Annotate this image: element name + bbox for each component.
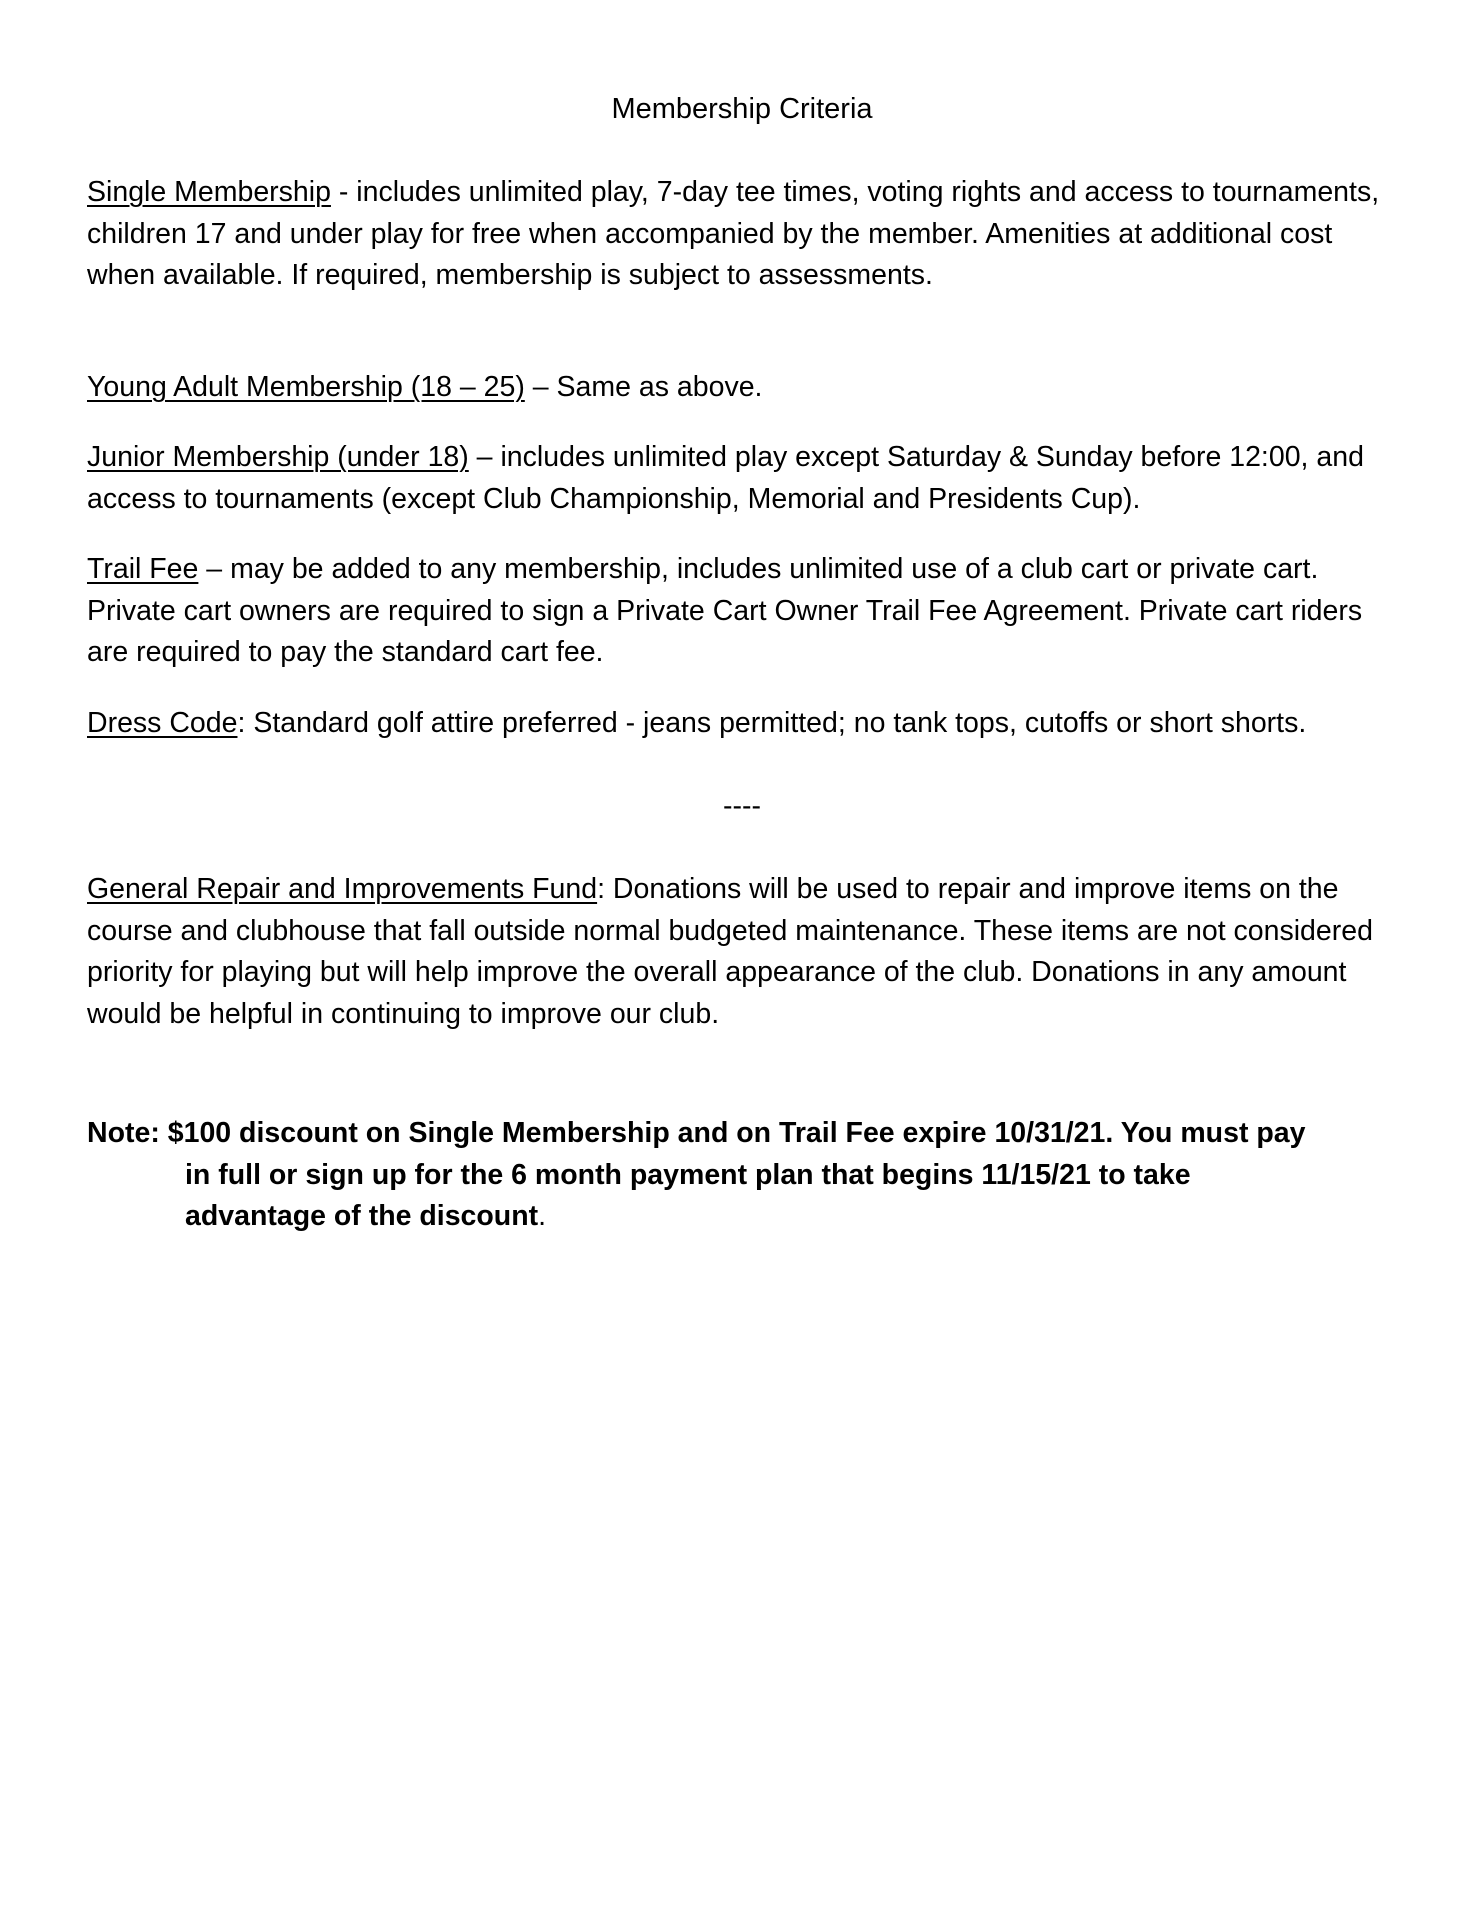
trail-fee-term: Trail Fee — [87, 553, 199, 585]
junior-membership-term: Junior Membership (under 18) — [87, 441, 469, 473]
repair-fund-term: General Repair and Improvements Fund — [87, 873, 598, 905]
note-line-3 — [87, 1196, 1407, 1238]
trail-fee-paragraph — [87, 549, 1407, 674]
section-divider: ---- — [723, 790, 761, 822]
note-line-3-text: advantage of the discount — [185, 1200, 539, 1232]
discount-note — [87, 1113, 1407, 1238]
dress-code-text: : Standard golf attire preferred - jeans permitted; no tank tops, cutoffs or short shorts. — [237, 707, 1307, 739]
single-membership-term: Single Membership — [87, 176, 331, 208]
repair-fund-paragraph — [87, 869, 1407, 1035]
note-period: . — [538, 1200, 547, 1232]
single-membership-text: - includes unlimited play, 7-day tee times, voting rights and access to tournaments, children 17 and under play for free when accompanied by the member. Amenities at additional cost when available. If required, membership is subject to assessments. — [87, 176, 1380, 291]
junior-membership-paragraph — [87, 437, 1407, 520]
dress-code-term: Dress Code — [87, 707, 238, 739]
note-line-1: Note: $100 discount on Single Membership and on Trail Fee expire 10/31/21. You must pay — [87, 1117, 1306, 1149]
junior-membership-text: – includes unlimited play except Saturday & Sunday before 12:00, and access to tournaments (except Club Championship, Memorial and Presidents Cup). — [87, 441, 1364, 515]
single-membership-paragraph — [87, 172, 1407, 297]
trail-fee-text: – may be added to any membership, includes unlimited use of a club cart or private cart. Private cart owners are required to sign a Private Cart Owner Trail Fee Agreement. Private cart riders are required to pay the standard cart fee. — [87, 553, 1363, 668]
page-title: Membership Criteria — [611, 93, 873, 125]
note-line-2: in full or sign up for the 6 month payment plan that begins 11/15/21 to take — [185, 1158, 1191, 1191]
repair-fund-text: : Donations will be used to repair and improve items on the course and clubhouse that fall outside normal budgeted maintenance. These items are not considered priority for playing but will help improve the overall appearance of the club. Donations in any amount would be helpful in continuing to improve our club. — [87, 873, 1373, 1030]
young-adult-membership-text: – Same as above. — [524, 371, 763, 403]
young-adult-membership-term: Young Adult Membership (18 – 25) — [87, 371, 525, 403]
dress-code-paragraph — [87, 703, 1407, 745]
young-adult-membership-paragraph — [87, 367, 1407, 409]
